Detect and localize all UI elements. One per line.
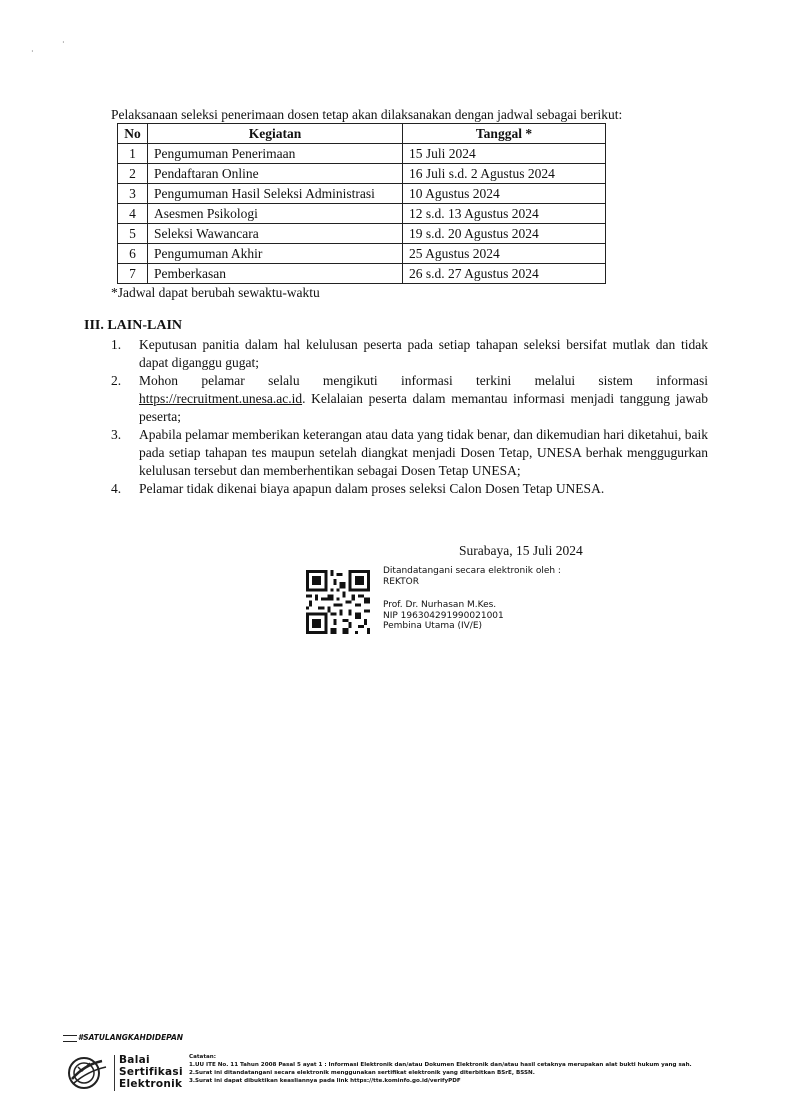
item-text: Keputusan panitia dalam hal kelulusan peserta pada setiap tahapan seleksi bersifat mutlak dan tidak dapat diganggu gugat;	[139, 337, 708, 370]
header-kegiatan: Kegiatan	[148, 124, 403, 144]
item-text: Pelamar tidak dikenai biaya apapun dalam proses seleksi Calon Dosen Tetap UNESA.	[139, 481, 605, 496]
table-row	[118, 144, 606, 164]
footer-divider	[114, 1055, 115, 1091]
table-row	[118, 264, 606, 284]
bsre-name-line: Balai	[119, 1054, 150, 1066]
signer-name: Prof. Dr. Nurhasan M.Kes.	[383, 600, 497, 610]
footer-notes	[189, 1053, 692, 1085]
table-row	[118, 244, 606, 264]
item-number: 3.	[111, 427, 122, 442]
row-kegiatan: Pengumuman Akhir	[148, 244, 403, 264]
row-kegiatan: Seleksi Wawancara	[148, 224, 403, 244]
row-tanggal: 26 s.d. 27 Agustus 2024	[403, 264, 606, 284]
signer-nip: NIP 196304291990021001	[383, 610, 504, 621]
row-no: 3	[118, 184, 148, 204]
row-kegiatan: Pemberkasan	[148, 264, 403, 284]
table-row	[118, 184, 606, 204]
item-number: 2.	[111, 373, 122, 388]
tagline-text: #SATULANGKAHDIDEPAN	[78, 1033, 184, 1042]
recruitment-link[interactable]: https://recruitment.unesa.ac.id	[139, 391, 303, 406]
row-no: 1	[118, 144, 148, 164]
table-row	[118, 204, 606, 224]
list-item	[111, 336, 708, 372]
speed-lines-icon	[63, 1035, 77, 1042]
row-no: 2	[118, 164, 148, 184]
signed-label: Ditandatangani secara elektronik oleh :	[383, 566, 561, 576]
row-tanggal: 10 Agustus 2024	[403, 184, 606, 204]
row-no: 7	[118, 264, 148, 284]
scan-speck: ·	[31, 47, 34, 56]
row-tanggal: 25 Agustus 2024	[403, 244, 606, 264]
table-row	[118, 224, 606, 244]
row-no: 5	[118, 224, 148, 244]
bsre-name-line: Sertifikasi	[119, 1066, 183, 1078]
signer-position: REKTOR	[383, 576, 419, 587]
item-number: 4.	[111, 481, 122, 496]
list-item	[111, 372, 708, 426]
signer-rank: Pembina Utama (IV/E)	[383, 621, 483, 631]
section-title: III. LAIN-LAIN	[84, 318, 183, 333]
rules-list	[111, 336, 708, 498]
list-item	[111, 426, 708, 480]
row-kegiatan: Asesmen Psikologi	[148, 204, 403, 224]
header-no: No	[118, 124, 148, 144]
bsre-logo-icon	[64, 1055, 110, 1091]
item-number: 1.	[111, 337, 122, 352]
row-tanggal: 19 s.d. 20 Agustus 2024	[403, 224, 606, 244]
row-tanggal: 12 s.d. 13 Agustus 2024	[403, 204, 606, 224]
notes-title: Catatan:	[189, 1054, 216, 1060]
footer-tagline	[63, 1033, 183, 1042]
row-tanggal: 15 Juli 2024	[403, 144, 606, 164]
bsre-name-line: Elektronik	[119, 1078, 183, 1090]
qr-code-icon	[306, 569, 370, 635]
signature-block	[383, 566, 561, 632]
header-tanggal: Tanggal *	[403, 124, 606, 144]
row-tanggal: 16 Juli s.d. 2 Agustus 2024	[403, 164, 606, 184]
row-kegiatan: Pengumuman Hasil Seleksi Administrasi	[148, 184, 403, 204]
item-text-before: Mohon pelamar selalu mengikuti informasi terkini melalui sistem informasi	[139, 373, 708, 388]
item-text-after: . Kelalaian peserta dalam memantau informasi menjadi tanggung jawab peserta;	[139, 391, 708, 424]
bsre-name	[119, 1054, 183, 1090]
item-text: Apabila pelamar memberikan keterangan atau data yang tidak benar, dan dikemudian hari diketahui, baik pada setiap tahapan tes maupun setelah diangkat menjadi Dosen Tetap, UNESA berhak menggugurkan kelulusan tersebut dan memberhentikan sebagai Dosen Tetap UNESA;	[139, 427, 708, 478]
place-date: Surabaya, 15 Juli 2024	[459, 543, 583, 558]
note-line: 3.Surat ini dapat dibuktikan keasliannya pada link https://tte.kominfo.go.id/verifyPDF	[189, 1078, 461, 1084]
table-header-row	[118, 124, 606, 144]
list-item	[111, 480, 708, 498]
row-no: 4	[118, 204, 148, 224]
row-kegiatan: Pengumuman Penerimaan	[148, 144, 403, 164]
table-row	[118, 164, 606, 184]
note-line: 2.Surat ini ditandatangani secara elektronik menggunakan sertifikat elektronik yang diterbitkan BSrE, BSSN.	[189, 1070, 535, 1076]
note-line: 1.UU ITE No. 11 Tahun 2008 Pasal 5 ayat 1 : Informasi Elektronik dan/atau Dokumen Elektronik dan/atau hasil cetaknya merupakan alat bukti hukum yang sah.	[189, 1062, 692, 1068]
schedule-note: *Jadwal dapat berubah sewaktu-waktu	[111, 285, 320, 300]
schedule-table	[117, 123, 606, 284]
row-no: 6	[118, 244, 148, 264]
intro-text: Pelaksanaan seleksi penerimaan dosen tetap akan dilaksanakan dengan jadwal sebagai berikut:	[111, 107, 623, 122]
row-kegiatan: Pendaftaran Online	[148, 164, 403, 184]
scan-speck: ·	[62, 38, 65, 47]
item-text	[139, 372, 708, 426]
